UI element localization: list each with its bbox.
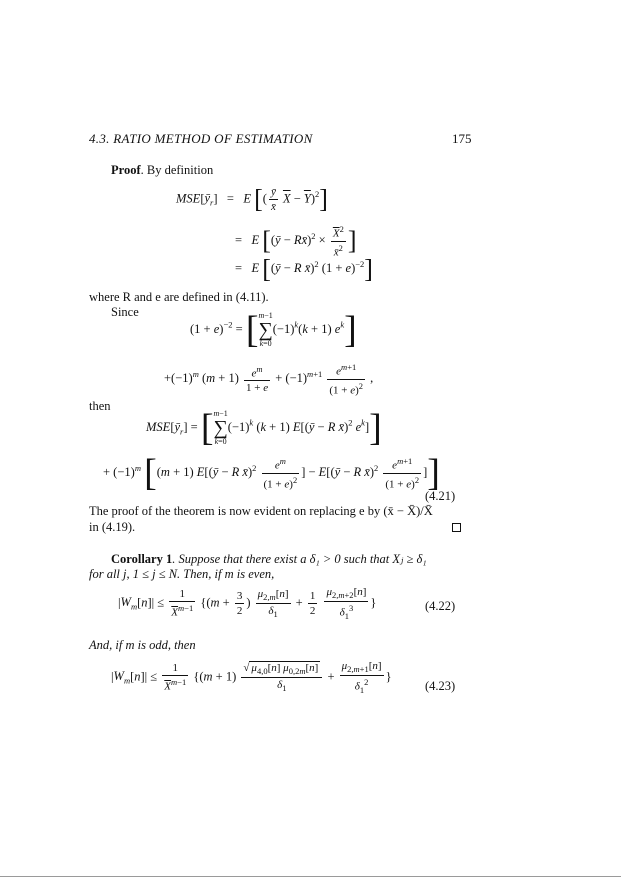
proof-intro: . By definition (140, 163, 214, 177)
equation-422: $|W_m[n]|$ ≤ $\frac{1}{\overline{X}^{m-1}}$ {(m + $\frac{3}{2}$ ) $\frac{\mu_{2,m}[n]}{\delta_1}$ + $\frac{1}{2}$ $\frac{\mu_{2,m+2}[n]}{\delta_1^3}$ } (118, 586, 377, 622)
proof-label: Proof (111, 163, 141, 177)
expansion-line-2: $+(-1)^m$ (m + 1) $\frac{e^m}{1 + e}$ + $(-1)^{m+1}$ $\frac{e^{m+1}}{(1 + e)^2}$ , (164, 362, 374, 397)
proof-heading (111, 163, 213, 178)
equation-number-423: (4.23) (425, 679, 456, 693)
mse-expansion-line-2: + $(-1)^m$ [(m + 1) E[(ȳ − R x̄)$^2$ $\frac{e^m}{(1 + e)^2}$ ] − E[(ȳ − R x̄)$^2$ $\frac{e^{m+1}}{(1 + e)^2}$ ]] (103, 452, 440, 495)
bottom-rule (0, 876, 621, 877)
expansion-line-1: $(1 + e)^{-2}$ = [ m−1 ∑ k=0 $(-1)^k(k + 1)$ $e^k$] (190, 309, 357, 351)
equation-423: $|W_m[n]|$ ≤ $\frac{1}{\overline{X}^{m-1}}$ {(m + 1) $\frac{√ \mu_{4,0}[n] \mu_{0,2m}[n]}{\delta_1}$ + $\frac{\mu_{2,m+1}[n]}{\delta_1^2}$ } (111, 660, 392, 696)
mse-expansion-line-1: $MSE[ȳ_r]$ = [ m−1 ∑ k=0 $(-1)^k$ (k + 1) E[(ȳ − R x̄)$^2$ $e^k$]] (146, 407, 382, 449)
since-text: Since (111, 305, 139, 319)
page-number: 175 (452, 131, 472, 146)
equation-number-422: (4.22) (425, 599, 456, 613)
running-title: 4.3. RATIO METHOD OF ESTIMATION (89, 131, 313, 146)
equation-number-421: (4.21) (425, 489, 456, 503)
corollary-line-2: for all j, 1 ≤ j ≤ N. Then, if m is even, (89, 567, 275, 581)
conclusion-line-2: in (4.19). (89, 520, 136, 534)
mse-equation-line-1: $MSE[ȳ_r] = E$ [( $\frac{ȳ}{x̄}$ $\overline{X} - \overline{Y})^2$] (176, 184, 328, 214)
mse-equation-line-2: = E [(ȳ − Rx̄)$^2$ × $\frac{\overline{X}^2}{x̄^2}$ ] (235, 224, 357, 259)
corollary-statement-1: . Suppose that there exist a δ₁ > 0 such that Xⱼ ≥ δ₁ (172, 552, 427, 566)
then-text: then (89, 399, 111, 413)
odd-case-text: And, if m is odd, then (89, 638, 196, 652)
qed-box (452, 521, 461, 536)
conclusion-line-1: The proof of the theorem is now evident on replacing e by (x̄ − X̄)/X̄ (89, 504, 433, 518)
corollary-label: Corollary 1 (111, 552, 173, 566)
corollary-line-1 (111, 551, 427, 567)
defined-text: where R and e are defined in (4.11). (89, 290, 269, 304)
mse-equation-line-3: = E [(ȳ − R x̄)$^2$ $(1 + e)^{-2}$] (235, 254, 373, 284)
